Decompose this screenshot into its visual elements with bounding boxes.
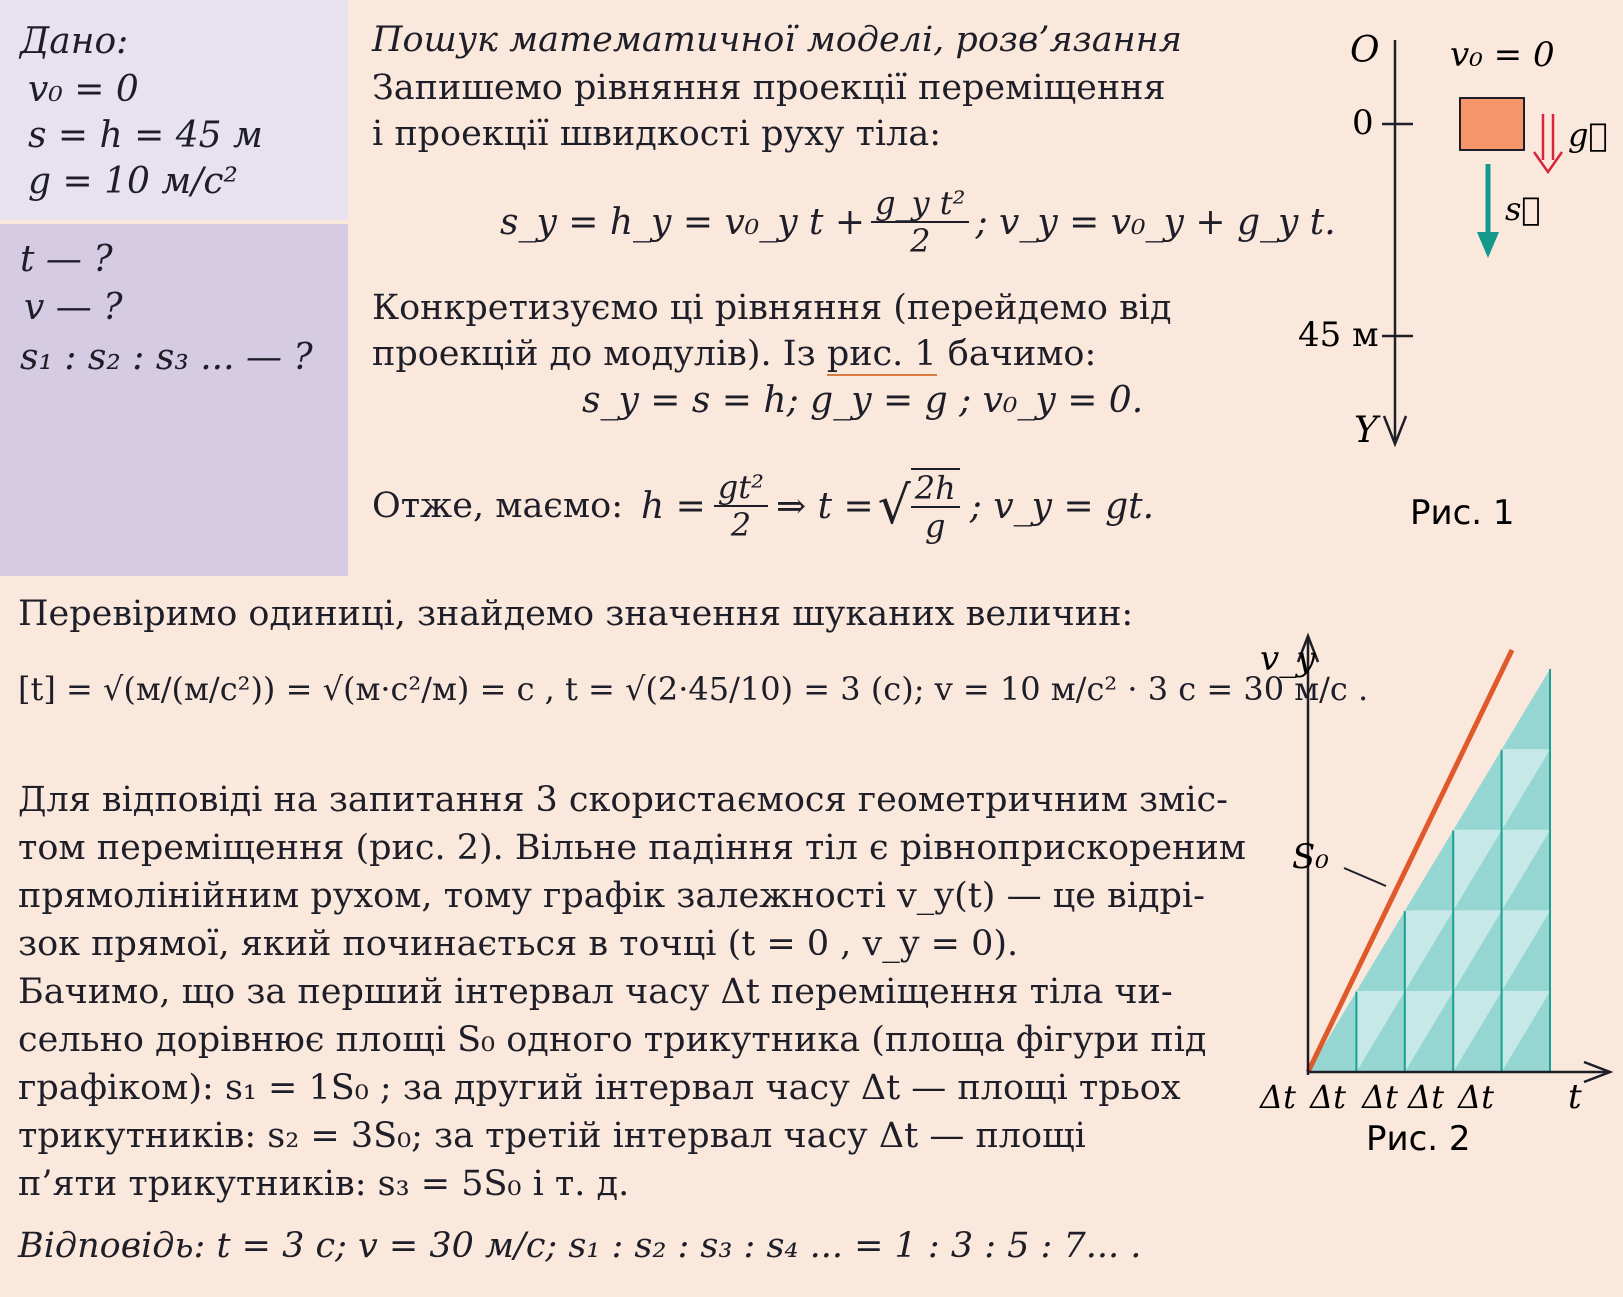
eq3-frac-num: gt² (714, 469, 768, 507)
answer3-line-8: трикутників: s₂ = 3S₀; за третій інтервал часу Δt — площі (18, 1116, 1086, 1156)
eq3-arrow: ⇒ t = (775, 485, 874, 527)
sqrt-sign: √ (877, 476, 911, 536)
answer3-line-1: Для відповіді на запитання 3 скористаємося геометричним зміс- (18, 780, 1228, 820)
answer3-line-3: прямолінійним рухом, тому графік залежності v_y(t) — це відрі- (18, 876, 1205, 916)
check-formula: [t] = √(м/(м/с²)) = √(м·с²/м) = с , t = √(2·45/10) = 3 (с); v = 10 м/с² · 3 с = 30 м/с . (18, 670, 1369, 708)
figure-2 (1250, 620, 1620, 1220)
eq3-fraction (714, 469, 768, 543)
fig2-dt-5: Δt (1458, 1078, 1494, 1116)
fig2-caption: Рис. 2 (1366, 1119, 1471, 1159)
eq1-right: ; v_y = v₀_y + g_y t. (975, 201, 1336, 243)
solution-p2-line1: Конкретизуємо ці рівняння (перейдемо від (372, 288, 1172, 328)
eq1-fraction (871, 185, 969, 259)
fig2-s0-label: S₀ (1292, 837, 1329, 877)
fig2-triangle (1502, 669, 1550, 750)
find-line-v: v — ? (24, 287, 123, 328)
fig2-y-label: v_y (1260, 639, 1316, 679)
solution-p1-line1: Запишемо рівняння проекції переміщення (372, 68, 1166, 108)
check-text: Перевіримо одиниці, знайдемо значення шуканих величин: (18, 594, 1134, 634)
answer3-line-6: сельно дорівнює площі S₀ одного трикутника (площа фігури під (18, 1020, 1207, 1060)
equation-3 (372, 456, 1154, 556)
eq3-sqrt-den: g (925, 507, 946, 545)
final-answer (18, 1222, 1141, 1270)
given-line-v0: v₀ = 0 (28, 69, 139, 110)
equation-1 (500, 172, 1336, 272)
given-line-g: g = 10 м/с² (28, 161, 238, 202)
eq1-frac-den: 2 (910, 222, 931, 260)
find-line-t: t — ? (20, 239, 113, 280)
solution-p2-line2 (372, 330, 1096, 378)
fig1-link[interactable]: рис. 1 (826, 334, 937, 374)
p2-text-a: проекцій до модулів). Із (372, 334, 827, 374)
find-line-ratio: s₁ : s₂ : s₃ ... — ? (20, 337, 313, 378)
answer3-line-7: графіком): s₁ = 1S₀ ; за другий інтервал часу Δt — площі трьох (18, 1068, 1181, 1108)
fig1-tick-45-label: 45 м (1298, 315, 1379, 355)
fig2-x-label: t (1568, 1077, 1582, 1117)
solution-heading: Пошук математичної моделі, розв’язання (372, 20, 1182, 60)
fig2-s0-pointer (1344, 868, 1386, 886)
eq3-frac-den: 2 (730, 506, 752, 544)
eq1-frac-num: g_y t² (871, 185, 969, 223)
answer3-line-2: том переміщення (рис. 2). Вільне падіння тіл є рівноприскореним (18, 828, 1247, 868)
equation-2: s_y = s = h; g_y = g ; v₀_y = 0. (582, 380, 1144, 421)
fig1-v0-label: v₀ = 0 (1450, 35, 1555, 75)
fig1-g-label: g⃗ (1568, 116, 1608, 154)
fig2-shaded-area (1308, 669, 1550, 1072)
fig1-origin-label: O (1350, 30, 1380, 71)
fig2-dt-3: Δt (1362, 1078, 1398, 1116)
answer3-line-5: Бачимо, що за перший інтервал часу Δt переміщення тіла чи- (18, 972, 1173, 1012)
fig1-s-label: s⃗ (1505, 190, 1541, 228)
fig1-falling-body (1460, 98, 1524, 150)
p2-text-b: бачимо: (936, 334, 1097, 374)
final-answer-label: Відповідь: (18, 1226, 206, 1266)
eq1-left: s_y = h_y = v₀_y t + (500, 201, 866, 243)
fig1-tick-zero-label: 0 (1352, 103, 1374, 143)
answer3-line-4: зок прямої, який починається в точці (t = 0 , v_y = 0). (18, 924, 1019, 964)
fig2-dt-4: Δt (1408, 1078, 1444, 1116)
answer3-line-9: п’яти трикутників: s₃ = 5S₀ і т. д. (18, 1164, 630, 1204)
g-vector-arrow (1534, 114, 1562, 172)
eq3-h: h = (641, 485, 706, 527)
eq3-prefix: Отже, маємо: (372, 486, 623, 526)
eq3-sqrt-fraction (911, 468, 960, 544)
fig1-caption: Рис. 1 (1410, 493, 1515, 533)
solution-p1-line2: і проекції швидкості руху тіла: (372, 114, 941, 154)
fig2-dt-1: Δt (1260, 1078, 1296, 1116)
fig1-y-label: Y (1354, 410, 1378, 451)
fig2-dt-2: Δt (1310, 1078, 1346, 1116)
fig2-triangle (1405, 830, 1453, 911)
figure-1 (1280, 20, 1620, 540)
panel-vertical-divider (348, 0, 354, 576)
given-heading: Дано: (20, 21, 129, 62)
eq3-tail: ; v_y = gt. (969, 485, 1155, 527)
final-answer-text: t = 3 с; v = 30 м/с; s₁ : s₂ : s₃ : s₄ ... = 1 : 3 : 5 : 7... . (216, 1226, 1142, 1266)
given-line-s: s = h = 45 м (28, 115, 263, 156)
eq3-sqrt-num: 2h (911, 470, 960, 508)
s-vector-head (1477, 232, 1499, 258)
